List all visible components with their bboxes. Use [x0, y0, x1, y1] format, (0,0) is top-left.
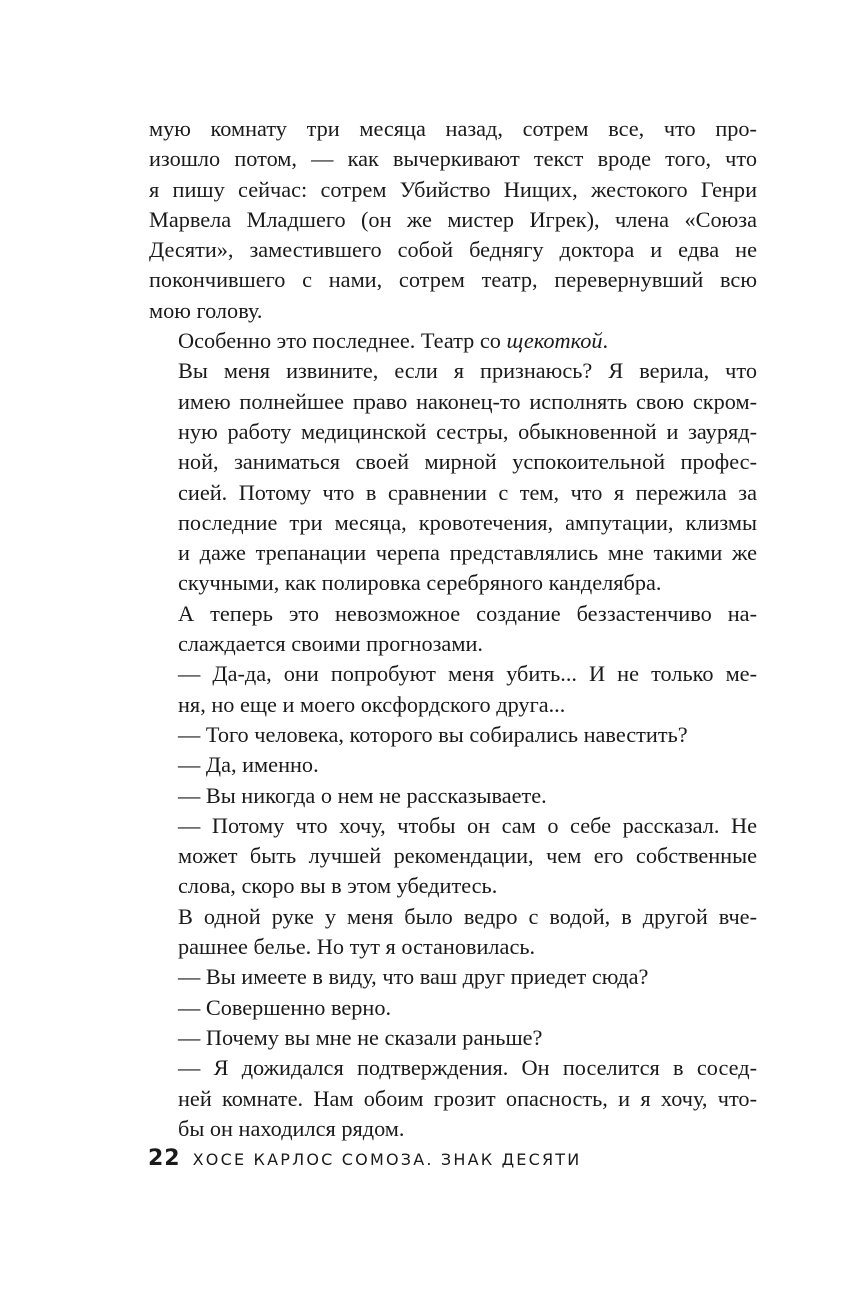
- paragraph: [149, 811, 757, 902]
- text-line: Марвела Младшего (он же мистер Игрек), члена «Союза: [149, 206, 757, 232]
- text-line: А теперь это невозможное создание беззастенчиво на-: [178, 600, 757, 626]
- text-line: Десяти», заместившего собой беднягу доктора и едва не: [149, 237, 757, 263]
- text-line: — Да, именно.: [178, 752, 319, 778]
- text-line: мою голову.: [149, 297, 263, 323]
- text-line: ней комнате. Нам обоим грозит опасность, и я хочу, что-: [178, 1085, 757, 1111]
- text-line: Особенно это последнее. Театр со щекоткой.: [178, 328, 609, 354]
- page-number: 22: [148, 1146, 181, 1171]
- text-line: слаждается своими прогнозами.: [178, 631, 483, 657]
- text-line: — Того человека, которого вы собирались навестить?: [178, 721, 688, 747]
- text-line: и даже трепанации черепа представлялись мне такими же: [178, 540, 757, 566]
- text-line: Вы меня извините, если я признаюсь? Я верила, что: [178, 358, 757, 384]
- paragraph: [149, 962, 757, 992]
- paragraph: [149, 750, 757, 780]
- text-line: покончившего с нами, сотрем театр, перевернувший всю: [149, 267, 757, 293]
- text-line: сией. Потому что в сравнении с тем, что я пережила за: [178, 479, 757, 505]
- text-line: скучными, как полировка серебряного канделябра.: [178, 570, 662, 596]
- text-line: — Потому что хочу, чтобы он сам о себе рассказал. Не: [178, 812, 757, 838]
- text-line: ную работу медицинской сестры, обыкновенной и зауряд-: [178, 418, 757, 444]
- text-line: — Почему вы мне не сказали раньше?: [178, 1024, 543, 1050]
- paragraph: [149, 1053, 757, 1144]
- punctuation: .: [602, 328, 609, 354]
- paragraph: [149, 1023, 757, 1053]
- text-line: — Вы имеете в виду, что ваш друг приедет сюда?: [178, 964, 649, 990]
- paragraph: [149, 326, 757, 356]
- text-line: слова, скоро вы в этом убедитесь.: [178, 873, 498, 899]
- paragraph: [149, 902, 757, 963]
- paragraph: [149, 720, 757, 750]
- text-line: мую комнату три месяца назад, сотрем все, что про-: [149, 116, 757, 141]
- body-text: [149, 114, 757, 1144]
- text-line: — Я дожидался подтверждения. Он поселится в сосед-: [178, 1055, 757, 1081]
- paragraph: [149, 599, 757, 660]
- text-line: последние три месяца, кровотечения, ампутации, клизмы: [178, 509, 757, 535]
- paragraph: [149, 781, 757, 811]
- text-line: — Совершенно верно.: [178, 994, 392, 1020]
- text-line: я пишу сейчас: сотрем Убийство Нищих, жестокого Генри: [149, 176, 757, 202]
- text-line: В одной руке у меня было ведро с водой, в другой вче-: [178, 903, 757, 929]
- text-line: может быть лучшей рекомендации, чем его собственные: [178, 843, 757, 869]
- paragraph: [149, 114, 757, 326]
- paragraph: [149, 659, 757, 720]
- italic-word: щекоткой: [506, 328, 603, 354]
- text-line: рашнее белье. Но тут я остановилась.: [178, 934, 536, 960]
- page-footer: [148, 1146, 581, 1171]
- text-line: имею полнейшее право наконец-то исполнять свою скром-: [178, 388, 757, 414]
- text-line: бы он находился рядом.: [178, 1115, 405, 1141]
- running-head: ХОСЕ КАРЛОС СОМОЗА. ЗНАК ДЕСЯТИ: [192, 1150, 582, 1169]
- paragraph: [149, 993, 757, 1023]
- text-line: ня, но еще и моего оксфордского друга...: [178, 691, 566, 717]
- text-line: ной, заниматься своей мирной успокоительной профес-: [178, 449, 757, 475]
- text-line: изошло потом, — как вычеркивают текст вроде того, что: [149, 146, 757, 172]
- text-line: — Да-да, они попробуют меня убить... И не только ме-: [178, 661, 757, 687]
- text-line: — Вы никогда о нем не рассказываете.: [178, 782, 547, 808]
- paragraph: [149, 356, 757, 598]
